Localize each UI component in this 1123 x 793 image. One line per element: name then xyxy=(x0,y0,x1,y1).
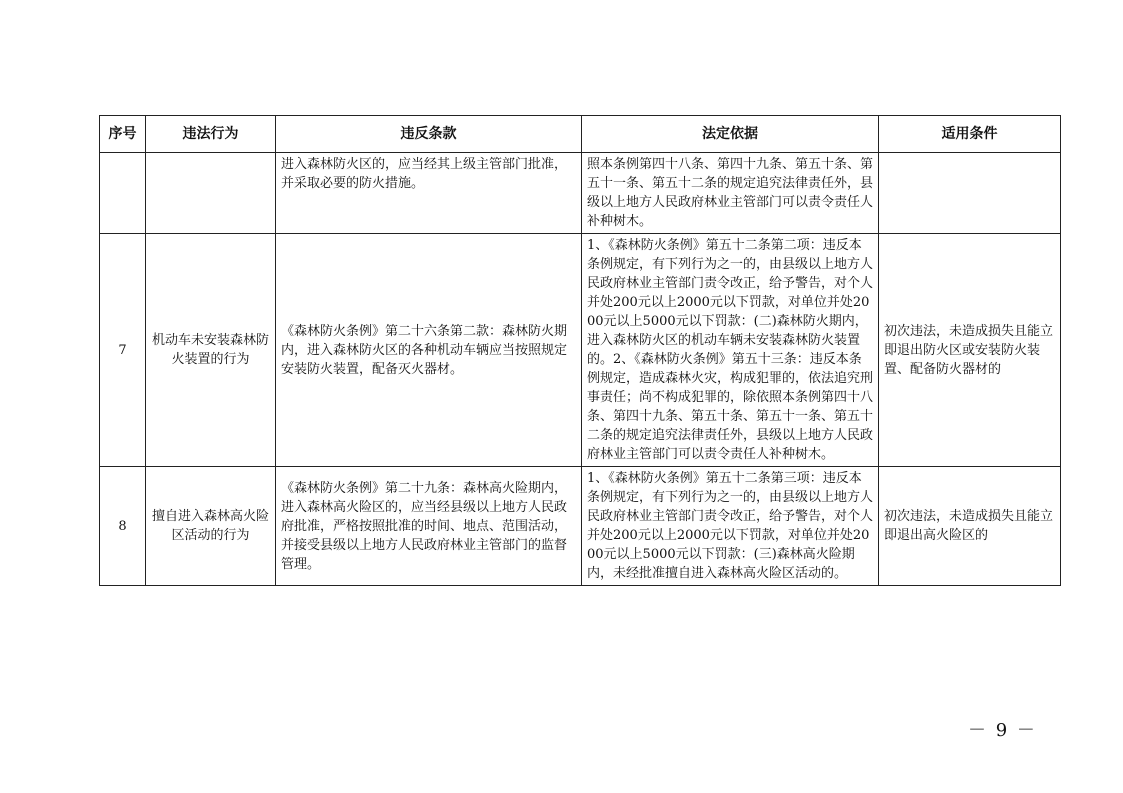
header-condition: 适用条件 xyxy=(879,116,1061,153)
row-behavior: 擅自进入森林高火险区活动的行为 xyxy=(146,467,276,586)
table-row xyxy=(100,234,1061,467)
row-basis: 1、《森林防火条例》第五十二条第三项：违反本条例规定，有下列行为之一的，由县级以上地方人民政府林业主管部门责令改正，给予警告，对个人并处200元以上2000元以下罚款，对单位并处2000元以上5000元以下罚款：(三)森林高火险期内，未经批准擅自进入森林高火险区活动的。 xyxy=(582,467,879,586)
header-basis: 法定依据 xyxy=(582,116,879,153)
row-index xyxy=(100,153,146,234)
regulation-table xyxy=(99,115,1061,586)
row-condition: 初次违法，未造成损失且能立即退出高火险区的 xyxy=(879,467,1061,586)
table-row xyxy=(100,153,1061,234)
header-index: 序号 xyxy=(100,116,146,153)
row-basis: 1、《森林防火条例》第五十二条第二项：违反本条例规定，有下列行为之一的，由县级以上地方人民政府林业主管部门责令改正，给予警告，对个人并处200元以上2000元以下罚款，对单位并处2000元以上5000元以下罚款：(二)森林防火期内，进入森林防火区的机动车辆未安装森林防火装置的。2、《森林防火条例》第五十三条：违反本条例规定，造成森林火灾，构成犯罪的，依法追究刑事责任；尚不构成犯罪的，除依照本条例第四十八条、第四十九条、第五十条、第五十一条、第五十二条的规定追究法律责任外，县级以上地方人民政府林业主管部门可以责令责任人补种树木。 xyxy=(582,234,879,467)
row-basis: 照本条例第四十八条、第四十九条、第五十条、第五十一条、第五十二条的规定追究法律责任外，县级以上地方人民政府林业主管部门可以责令责任人补种树木。 xyxy=(582,153,879,234)
header-clause: 违反条款 xyxy=(276,116,582,153)
row-condition: 初次违法，未造成损失且能立即退出防火区或安装防火装置、配备防火器材的 xyxy=(879,234,1061,467)
row-index: 8 xyxy=(100,467,146,586)
row-behavior xyxy=(146,153,276,234)
row-condition xyxy=(879,153,1061,234)
table-header-row xyxy=(100,116,1061,153)
header-behavior: 违法行为 xyxy=(146,116,276,153)
page-number: － 9 － xyxy=(968,720,1037,741)
row-behavior: 机动车未安装森林防火装置的行为 xyxy=(146,234,276,467)
row-clause: 进入森林防火区的，应当经其上级主管部门批准，并采取必要的防火措施。 xyxy=(276,153,582,234)
row-index: 7 xyxy=(100,234,146,467)
table-row xyxy=(100,467,1061,586)
row-clause: 《森林防火条例》第二十六条第二款：森林防火期内，进入森林防火区的各种机动车辆应当按照规定安装防火装置，配备灭火器材。 xyxy=(276,234,582,467)
row-clause: 《森林防火条例》第二十九条：森林高火险期内，进入森林高火险区的，应当经县级以上地方人民政府批准，严格按照批准的时间、地点、范围活动，并接受县级以上地方人民政府林业主管部门的监督管理。 xyxy=(276,467,582,586)
